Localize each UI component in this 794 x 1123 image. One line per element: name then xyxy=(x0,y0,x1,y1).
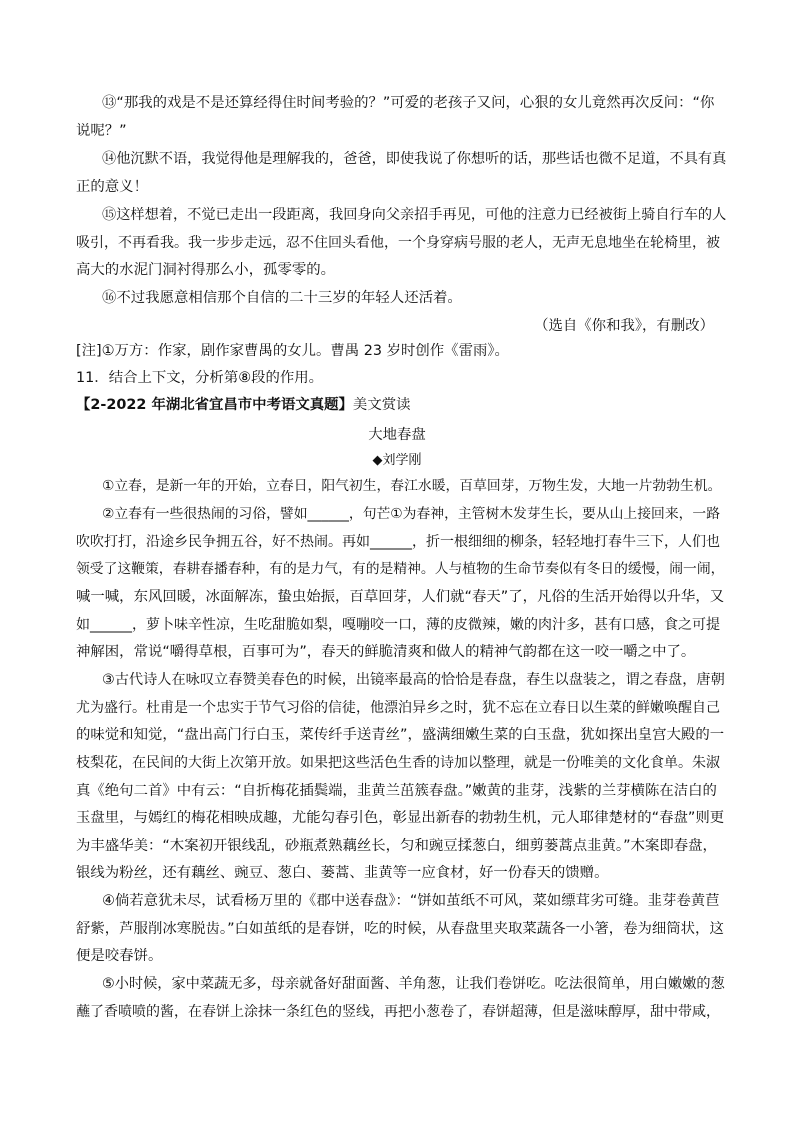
essay-paragraph-3-line-2: 尤为盛行。杜甫是一个忠实于节气习俗的信徒，他漂泊异乡之时，犹不忘在立春日以生菜的鲜嫩唤醒自己 xyxy=(76,700,720,716)
essay-paragraph-3-line-7: 为丰盛华美：“木案初开银线乱，砂瓶煮熟藕丝长，匀和豌豆揉葱白，细剪蒌蒿点韭黄。”木案即春盘， xyxy=(76,838,717,854)
paragraph-14-line-1: ⑭他沉默不语，我觉得他是理解我的，爸爸，即使我说了你想听的话，那些话也微不足道，不具有真 xyxy=(102,151,727,167)
essay-paragraph-1: ①立春，是新一年的开始，立春日，阳气初生，春江水暖，百草回芽，万物生发，大地一片勃勃生机。 xyxy=(102,478,722,494)
essay-paragraph-3-line-1: ③古代诗人在咏叹立春赞美春色的时候，出镜率最高的恰恰是春盘，春生以盘装之，谓之春盘，唐朝 xyxy=(102,672,725,688)
paragraph-15-line-1: ⑮这样想着，不觉已走出一段距离，我回身向父亲招手再见，可他的注意力已经被街上骑自行车的人 xyxy=(102,207,727,223)
paragraph-15-line-2: 吸引，不再看我。我一步步走远，忍不住回头看他，一个身穿病号服的老人，无声无息地坐在轮椅里，被 xyxy=(76,235,720,251)
essay-paragraph-2-line-1: ②立春有一些很热闹的习俗，譬如______，句芒①为春神，主管树木发芽生长，要从山上接回来，一路 xyxy=(102,506,721,522)
essay-paragraph-3-line-8: 银线为粉丝，还有藕丝、豌豆、葱白、蒌蒿、韭黄等一应食材，好一份春天的馈赠。 xyxy=(76,865,609,881)
section-heading-label: 美文赏读 xyxy=(352,397,411,413)
essay-paragraph-5-line-2: 蘸了香喷喷的酱，在春饼上涂抹一条红色的竖线，再把小葱卷了，春饼超薄，但是滋味醇厚，甜中带咸， xyxy=(76,1004,720,1020)
paragraph-15-line-3: 高大的水泥门洞衬得那么小，孤零零的。 xyxy=(76,262,336,278)
essay-paragraph-3-line-5: 真《绝句二首》中有云：“自折梅花插鬓端，韭黄兰茁簇春盘。”嫩黄的韭芽，浅紫的兰芽横陈在洁白的 xyxy=(76,783,717,799)
question-11: 11．结合上下文，分析第⑧段的作用。 xyxy=(76,370,324,386)
essay-paragraph-4-line-2: 舒紫，芦服削冰寒脱齿。”白如茧纸的是春饼，吃的时候，从春盘里夹取菜蔬各一小箸，卷为细筒状，这 xyxy=(76,921,724,937)
essay-paragraph-3-line-3: 的味觉和知觉，“盘出高门行白玉，菜传纤手送青丝”，盛满细嫩生菜的白玉盘，犹如探出皇宫大殿的一 xyxy=(76,727,725,743)
essay-title: 大地春盘 xyxy=(368,427,426,443)
section-heading-source: 【2-2022 年湖北省宜昌市中考语文真题】 xyxy=(76,397,353,413)
paragraph-13-line-1: ⑬“那我的戏是不是还算经得住时间考验的？”可爱的老孩子又问，心狠的女儿竟然再次反问：“你 xyxy=(102,95,715,111)
essay-paragraph-2-line-2: 吹吹打打，沿途乡民争拥五谷，好不热闹。再如______，折一根细细的柳条，轻轻地打春牛三下，人们也 xyxy=(76,534,720,550)
paragraph-13-line-2: 说呢？” xyxy=(76,123,127,139)
essay-paragraph-4-line-1: ④倘若意犹未尽，试看杨万里的《郡中送春盘》：“饼如茧纸不可风，菜如缥茸劣可缝。韭芽卷黄苣 xyxy=(102,893,720,909)
essay-paragraph-3-line-4: 枝梨花，在民间的大街上次第开放。如果把这些活色生香的诗加以整理，就是一份唯美的文化食单。朱淑 xyxy=(76,755,720,771)
essay-paragraph-2-line-4: 喊一喊，东风回暖，冰面解冻，蛰虫始振，百草回芽，人们就“春天”了，凡俗的生活开始得以升华，又 xyxy=(76,589,725,605)
paragraph-14-line-2: 正的意义！ xyxy=(76,179,148,195)
footnote: [注]①万方：作家，剧作家曹禺的女儿。曹禺 23 岁时创作《雷雨》。 xyxy=(76,343,509,359)
essay-author: ◆刘学刚 xyxy=(372,453,422,468)
essay-paragraph-5-line-1: ⑤小时候，家中菜蔬无多，母亲就备好甜面酱、羊角葱，让我们卷饼吃。吃法很简单，用白嫩嫩的葱 xyxy=(102,976,725,992)
essay-paragraph-4-line-3: 便是咬春饼。 xyxy=(76,948,163,964)
source-citation: （选自《你和我》，有删改） xyxy=(534,318,714,334)
essay-paragraph-2-line-6: 神解困，常说“嚼得草根，百事可为”，春天的鲜脆清爽和做人的精神气韵都在这一咬一嚼之中了。 xyxy=(76,644,696,660)
essay-paragraph-3-line-6: 玉盘里，与嫣红的梅花相映成趣，尤能勾春引色，彰显出新春的勃勃生机，元人耶律楚材的“春盘”则更 xyxy=(76,810,725,826)
essay-paragraph-2-line-3: 领受了这鞭策，春耕春播春种，有的是力气，有的是精神。人与植物的生命节奏似有冬日的缓慢，闹一闹， xyxy=(76,561,725,577)
section-heading xyxy=(76,395,411,415)
paragraph-16: ⑯不过我愿意相信那个自信的二十三岁的年轻人还活着。 xyxy=(102,290,462,306)
essay-paragraph-2-line-5: 如______，萝卜味辛性凉，生吃甜脆如梨，嘎嘣咬一口，薄的皮微辣，嫩的肉汁多，甚有口感，食之可提 xyxy=(76,617,720,633)
